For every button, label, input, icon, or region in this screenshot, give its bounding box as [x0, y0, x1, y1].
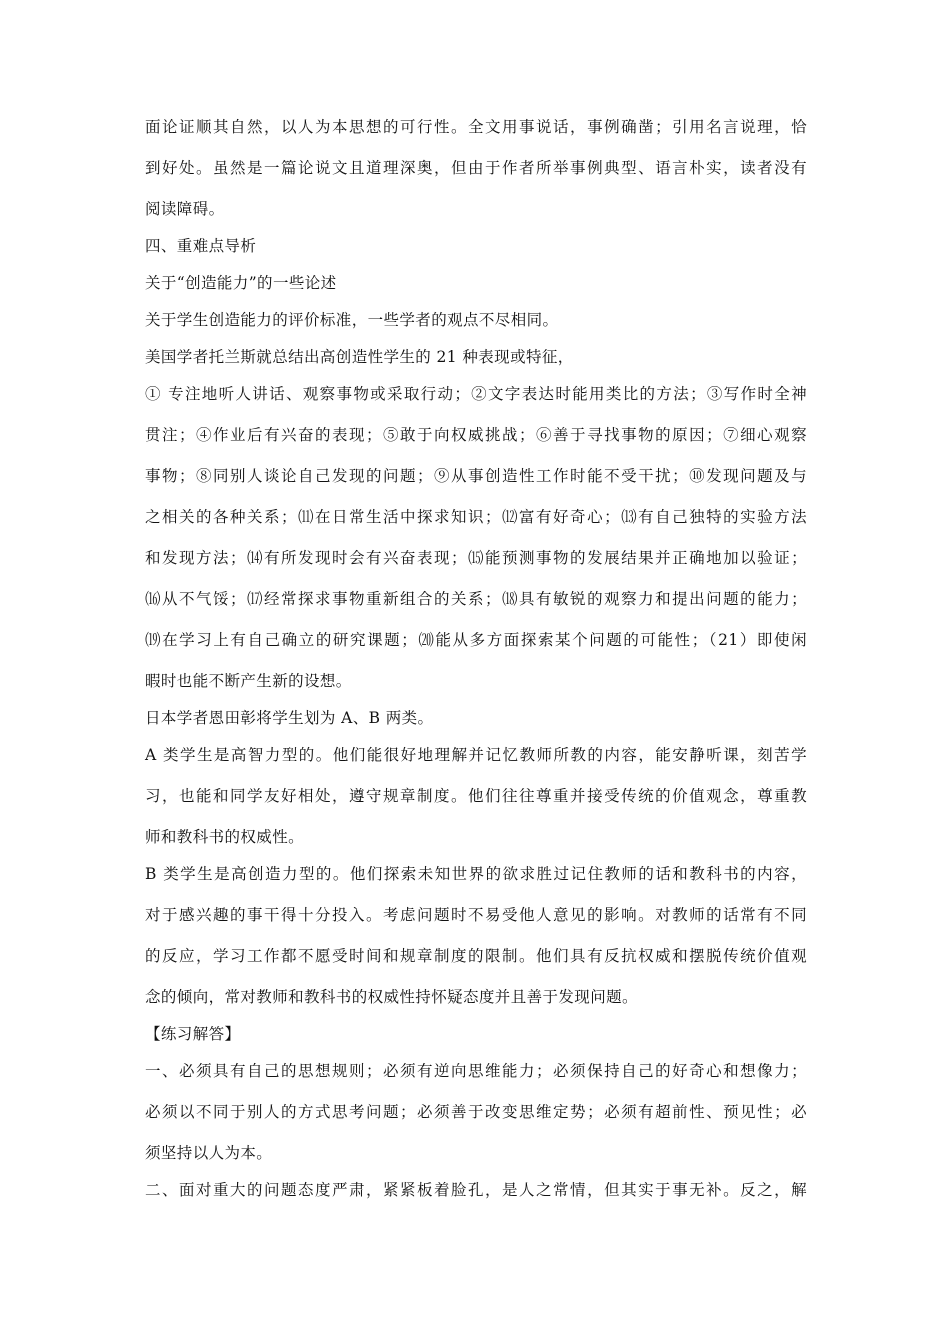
text-line: ⒃从不气馁；⒄经常探求事物重新组合的关系；⒅具有敏锐的观察力和提出问题的能力；	[145, 590, 807, 608]
section-heading: 四、重难点导析	[145, 237, 257, 255]
section-heading: 【练习解答】	[145, 1025, 241, 1043]
text-line: 对于感兴趣的事干得十分投入。考虑问题时不易受他人意见的影响。对教师的话常有不同	[145, 906, 807, 924]
text-line: 贯注；④作业后有兴奋的表现；⑤敢于向权威挑战；⑥善于寻找事物的原因；⑦细心观察	[145, 426, 807, 444]
text-line: 师和教科书的权威性。	[145, 828, 305, 846]
text-line: ① 专注地听人讲话、观察事物或采取行动；②文字表达时能用类比的方法；③写作时全神	[145, 385, 807, 403]
text-line: ⒆在学习上有自己确立的研究课题；⒇能从多方面探索某个问题的可能性；（21）即使闲	[145, 631, 807, 649]
text-line: 须坚持以人为本。	[145, 1144, 273, 1162]
text-line: 美国学者托兰斯就总结出高创造性学生的 21 种表现或特征，	[145, 348, 574, 366]
text-line: 面论证顺其自然，以人为本思想的可行性。全文用事说话，事例确凿；引用名言说理，恰	[145, 118, 807, 136]
text-line: 到好处。虽然是一篇论说文且道理深奥，但由于作者所举事例典型、语言朴实，读者没有	[145, 159, 807, 177]
text-line: 和发现方法；⒁有所发现时会有兴奋表现；⒂能预测事物的发展结果并正确地加以验证；	[145, 549, 807, 567]
text-line: A 类学生是高智力型的。他们能很好地理解并记忆教师所教的内容，能安静听课，刻苦学	[145, 746, 807, 764]
text-line: 暇时也能不断产生新的设想。	[145, 672, 352, 690]
text-line: B 类学生是高创造力型的。他们探索未知世界的欲求胜过记住教师的话和教科书的内容，	[145, 865, 807, 883]
text-line: 必须以不同于别人的方式思考问题；必须善于改变思维定势；必须有超前性、预见性；必	[145, 1103, 807, 1121]
text-line: 日本学者恩田彰将学生划为 A、B 两类。	[145, 709, 434, 727]
text-line: 的反应，学习工作都不愿受时间和规章制度的限制。他们具有反抗权威和摆脱传统价值观	[145, 947, 807, 965]
text-line: 之相关的各种关系；⑾在日常生活中探求知识；⑿富有好奇心；⒀有自己独特的实验方法	[145, 508, 807, 526]
text-line: 习，也能和同学友好相处，遵守规章制度。他们往往尊重并接受传统的价值观念，尊重教	[145, 787, 807, 805]
text-line: 念的倾向，常对教师和教科书的权威性持怀疑态度并且善于发现问题。	[145, 988, 638, 1006]
document-page	[145, 117, 807, 1200]
subsection-heading: 关于“创造能力”的一些论述	[145, 274, 337, 292]
text-line: 阅读障碍。	[145, 200, 225, 218]
text-line: 一、必须具有自己的思想规则；必须有逆向思维能力；必须保持自己的好奇心和想像力；	[145, 1062, 807, 1080]
text-line: 二、面对重大的问题态度严肃，紧紧板着脸孔，是人之常情，但其实于事无补。反之，解	[145, 1181, 807, 1199]
text-line: 事物；⑧同别人谈论自己发现的问题；⑨从事创造性工作时能不受干扰；⑩发现问题及与	[145, 467, 807, 485]
text-line: 关于学生创造能力的评价标准，一些学者的观点不尽相同。	[145, 311, 559, 329]
